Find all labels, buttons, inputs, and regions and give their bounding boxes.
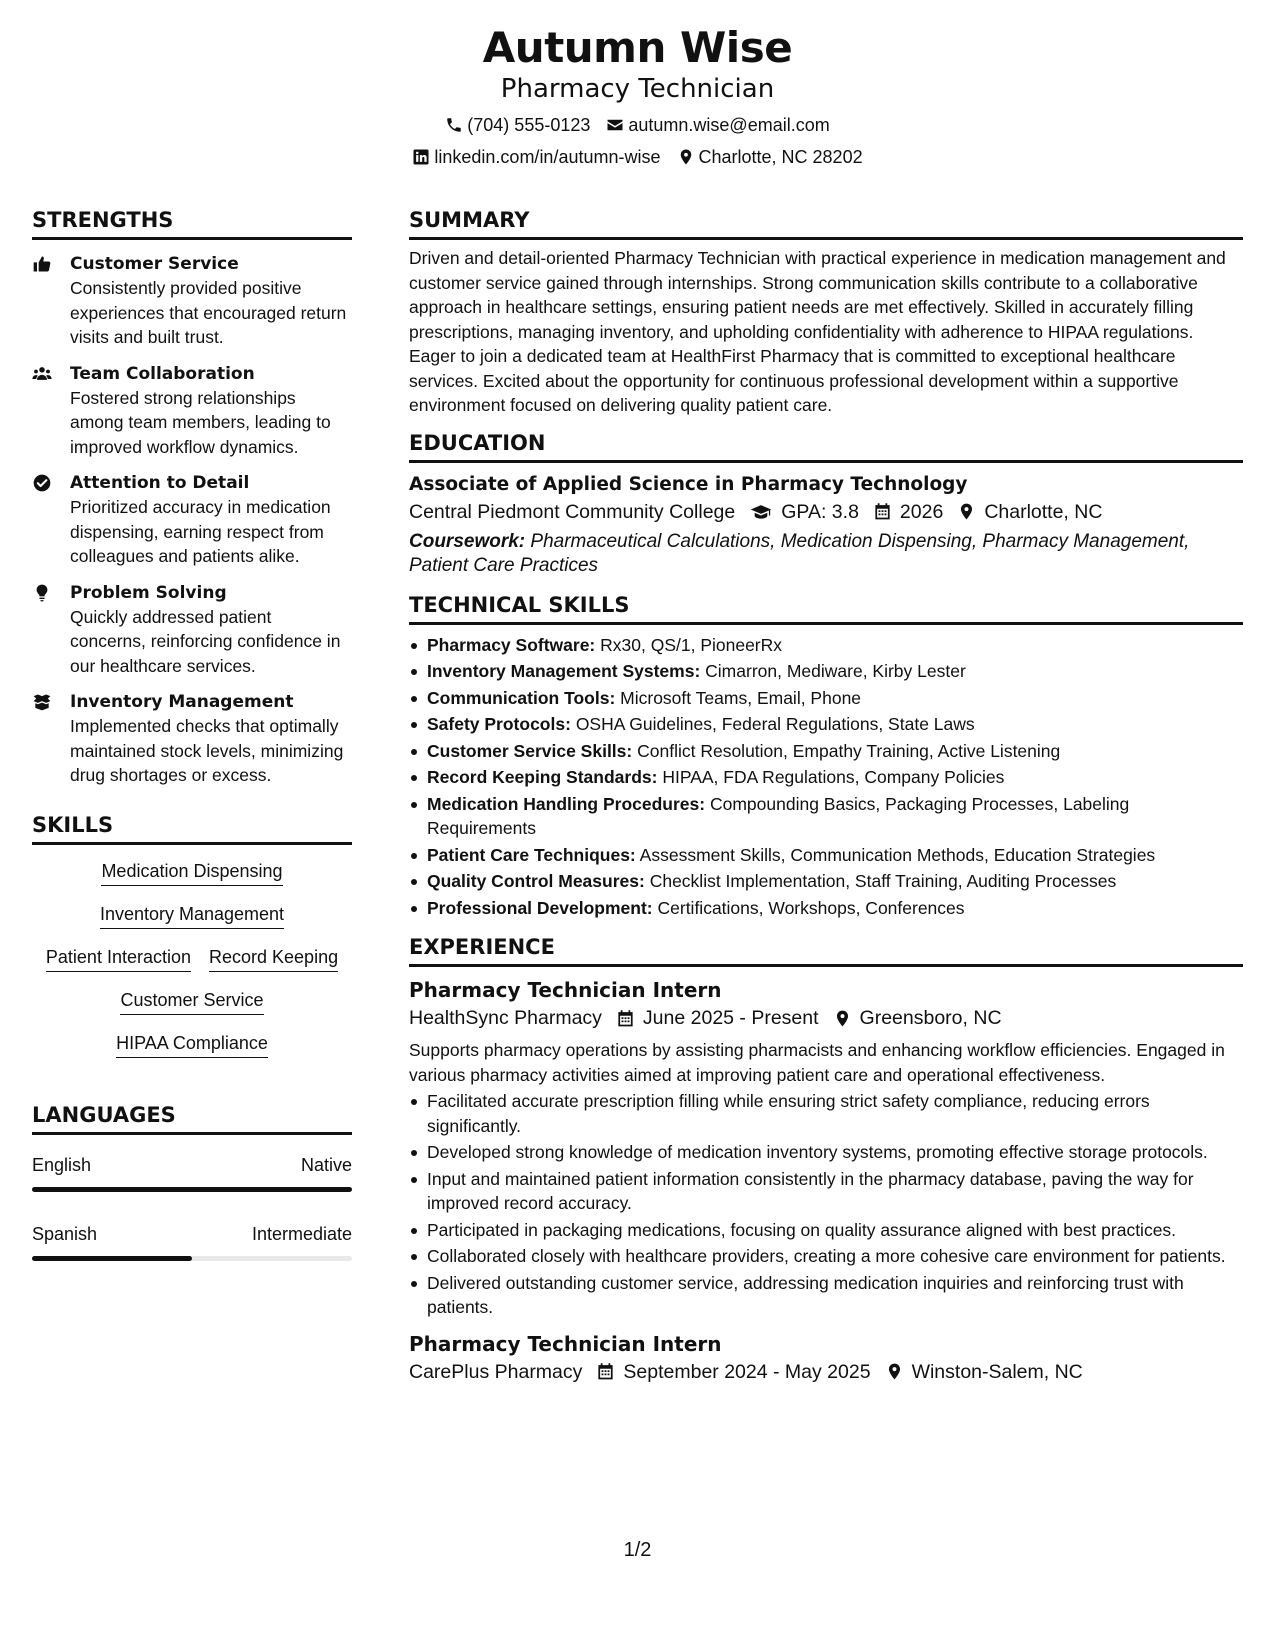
language-proficiency-fill (32, 1187, 352, 1192)
language-level: Intermediate (251, 1223, 352, 1244)
phone-contact (445, 114, 590, 136)
skills-list (32, 859, 352, 1058)
skill-tag: HIPAA Compliance (116, 1031, 268, 1058)
graduation-year (873, 498, 943, 526)
coursework-label: Coursework: (409, 530, 526, 552)
skill-tag: Patient Interaction (46, 945, 191, 972)
gpa-text: GPA: 3.8 (781, 500, 859, 523)
job-location-text: Greensboro, NC (859, 1007, 1002, 1029)
skill-value: Cimarron, Mediware, Kirby Lester (705, 661, 966, 681)
list-item: Collaborated closely with healthcare providers, creating a more cohesive care environment for patients. (409, 1244, 1243, 1269)
skill-label: Pharmacy Software: (427, 634, 596, 655)
list-item (409, 686, 1243, 711)
skill-label: Record Keeping Standards: (427, 767, 658, 787)
language-name: Spanish (32, 1223, 98, 1244)
calendar-icon (873, 502, 892, 521)
language-proficiency-bar (32, 1187, 352, 1192)
skill-value: Conflict Resolution, Empathy Training, Active Listening (637, 740, 1061, 761)
job-location (885, 1358, 1083, 1386)
strengths-heading: STRENGTHS (32, 205, 352, 240)
strength-name: Inventory Management (70, 692, 294, 712)
skill-label: Quality Control Measures: (427, 871, 645, 891)
contact-row-2 (0, 146, 1275, 168)
linkedin-contact (412, 146, 660, 168)
skill-label: Patient Care Techniques: (427, 844, 636, 865)
job-title: Pharmacy Technician (500, 74, 775, 104)
school-location (957, 498, 1102, 526)
graduation-year-text: 2026 (899, 500, 944, 523)
map-pin-icon (833, 1009, 852, 1028)
list-item (409, 869, 1243, 894)
strength-item (32, 581, 352, 679)
linkedin-icon (412, 148, 430, 166)
strength-name: Problem Solving (70, 582, 227, 603)
skill-tag: Medication Dispensing (101, 859, 282, 886)
list-item (409, 765, 1243, 790)
map-pin-icon (957, 502, 976, 521)
strength-name: Team Collaboration (70, 363, 255, 384)
job-role: Pharmacy Technician Intern (409, 978, 722, 1002)
list-item (409, 792, 1243, 841)
coursework-text: Pharmaceutical Calculations, Medication Dispensing, Pharmacy Management, Patient Care Practices (409, 530, 1190, 576)
list-item (409, 659, 1243, 684)
strength-item (32, 471, 352, 569)
languages-heading: LANGUAGES (32, 1100, 352, 1135)
company-name: HealthSync Pharmacy (409, 1007, 602, 1029)
contact-row-1 (0, 114, 1275, 136)
skill-value: Microsoft Teams, Email, Phone (620, 687, 862, 708)
strength-desc: Quickly addressed patient concerns, reinforcing confidence in our healthcare services. (70, 606, 341, 676)
skill-label: Medication Handling Procedures: (427, 793, 706, 814)
skill-tag: Record Keeping (209, 945, 338, 972)
technical-skills-list (409, 633, 1243, 921)
job-dates (616, 1004, 819, 1032)
boxes-icon (32, 690, 70, 788)
coursework (409, 530, 1243, 578)
skill-value: Rx30, QS/1, PioneerRx (600, 634, 783, 655)
page-number: 1/2 (623, 1539, 652, 1561)
technical-skills-heading: TECHNICAL SKILLS (409, 590, 1243, 625)
job-role: Pharmacy Technician Intern (409, 1331, 722, 1356)
skill-value: OSHA Guidelines, Federal Regulations, State Laws (575, 714, 975, 734)
skill-tag: Customer Service (120, 988, 263, 1015)
list-item (409, 896, 1243, 921)
list-item: Delivered outstanding customer service, addressing medication inquiries and reinforcing trust with patients. (409, 1271, 1243, 1320)
skill-label: Communication Tools: (427, 687, 616, 708)
education-meta (409, 498, 1243, 526)
skill-value: Compounding Basics, Packaging Processes, Labeling Requirements (427, 793, 1130, 838)
resume-header (0, 22, 1275, 168)
strength-desc: Consistently provided positive experiences that encouraged return visits and built trust. (70, 278, 347, 347)
job-location (833, 1004, 1002, 1032)
language-level: Native (300, 1154, 352, 1175)
school-location-text: Charlotte, NC (984, 500, 1103, 523)
skill-label: Customer Service Skills: (427, 740, 633, 761)
company-name: CarePlus Pharmacy (409, 1360, 583, 1383)
location-contact (677, 146, 863, 168)
job-dates-text: June 2025 - Present (642, 1007, 819, 1029)
skill-value: Assessment Skills, Communication Methods, Education Strategies (639, 844, 1156, 865)
job-description: Supports pharmacy operations by assisting pharmacists and enhancing workflow efficiencies. Engaged in various pharmacy activities aimed at improving patient care and operational effectiveness. (409, 1040, 1225, 1085)
experience-heading: EXPERIENCE (409, 932, 1243, 967)
skill-value: Certifications, Workshops, Conferences (657, 897, 965, 918)
job-meta (409, 1004, 1243, 1032)
strength-item (32, 362, 352, 460)
education-heading: EDUCATION (409, 428, 1243, 463)
skill-tag: Inventory Management (100, 902, 284, 929)
strength-item (32, 690, 352, 788)
summary-text: Driven and detail-oriented Pharmacy Technician with practical experience in medication management and customer service gained through internships. Strong communication skills contribute to a collaborative approach in healthcare settings, ensuring patient needs are met effectively. Skilled in accurately filling prescriptions, managing inventory, and upholding confidentiality with adherence to HIPAA regulations. Eager to join a dedicated team at HealthFirst Pharmacy that is committed to exceptional healthcare services. Excited about the opportunity for continuous professional development within a supportive environment focused on delivering quality patient care. (409, 248, 1226, 415)
gpa (749, 498, 859, 526)
job-dates-text: September 2024 - May 2025 (623, 1360, 871, 1383)
language-item (32, 1153, 352, 1192)
skill-label: Safety Protocols: (427, 714, 571, 734)
list-item: Developed strong knowledge of medication inventory systems, promoting effective storage protocols. (409, 1140, 1243, 1165)
strength-desc: Prioritized accuracy in medication dispensing, earning respect from colleagues and patients alike. (70, 497, 331, 566)
job-location-text: Winston-Salem, NC (911, 1360, 1083, 1383)
strength-name: Attention to Detail (70, 473, 250, 493)
language-proficiency-fill (32, 1256, 192, 1261)
calendar-icon (596, 1362, 615, 1381)
job-dates (596, 1358, 870, 1386)
list-item (409, 633, 1243, 658)
list-item (409, 739, 1243, 764)
skill-value: HIPAA, FDA Regulations, Company Policies (662, 767, 1005, 787)
location-text: Charlotte, NC 28202 (698, 147, 863, 167)
lightbulb-icon (32, 581, 70, 679)
users-icon (32, 362, 70, 460)
list-item: Facilitated accurate prescription filling while ensuring strict safety compliance, reducing errors significantly. (409, 1089, 1243, 1138)
strength-item (32, 252, 352, 350)
language-item (32, 1222, 352, 1261)
calendar-icon (616, 1009, 635, 1028)
skill-value: Checklist Implementation, Staff Training, Auditing Processes (649, 871, 1117, 891)
graduation-cap-icon (749, 502, 773, 521)
email-text[interactable]: autumn.wise@email.com (628, 115, 830, 135)
job-meta (409, 1358, 1243, 1386)
email-contact (606, 114, 829, 136)
skills-heading: SKILLS (32, 810, 352, 845)
phone-icon (445, 116, 463, 134)
job-bullets (409, 1089, 1243, 1320)
strength-name: Customer Service (70, 254, 239, 274)
list-item: Participated in packaging medications, focusing on quality assurance aligned with best practices. (409, 1218, 1243, 1243)
school-name: Central Piedmont Community College (409, 500, 736, 523)
skill-label: Professional Development: (427, 897, 653, 918)
skill-label: Inventory Management Systems: (427, 661, 701, 681)
check-circle-icon (32, 471, 70, 569)
map-pin-icon (885, 1362, 904, 1381)
list-item (409, 712, 1243, 737)
right-column (409, 205, 1243, 1386)
list-item: Input and maintained patient information consistently in the pharmacy database, paving the way for improved record accuracy. (409, 1167, 1243, 1216)
language-name: English (32, 1154, 92, 1175)
degree-title: Associate of Applied Science in Pharmacy Technology (409, 473, 968, 495)
summary-heading: SUMMARY (409, 205, 1243, 240)
strength-desc: Fostered strong relationships among team members, leading to improved workflow dynamics. (70, 387, 331, 457)
linkedin-text[interactable]: linkedin.com/in/autumn-wise (434, 147, 661, 167)
left-column (32, 205, 352, 1261)
phone-text[interactable]: (704) 555-0123 (467, 115, 591, 135)
map-pin-icon (677, 148, 695, 166)
thumbs-up-icon (32, 252, 70, 350)
envelope-icon (606, 116, 624, 134)
strength-desc: Implemented checks that optimally maintained stock levels, minimizing drug shortages or excess. (70, 716, 344, 785)
language-proficiency-bar (32, 1256, 352, 1261)
candidate-name: Autumn Wise (482, 23, 793, 72)
list-item (409, 843, 1243, 868)
